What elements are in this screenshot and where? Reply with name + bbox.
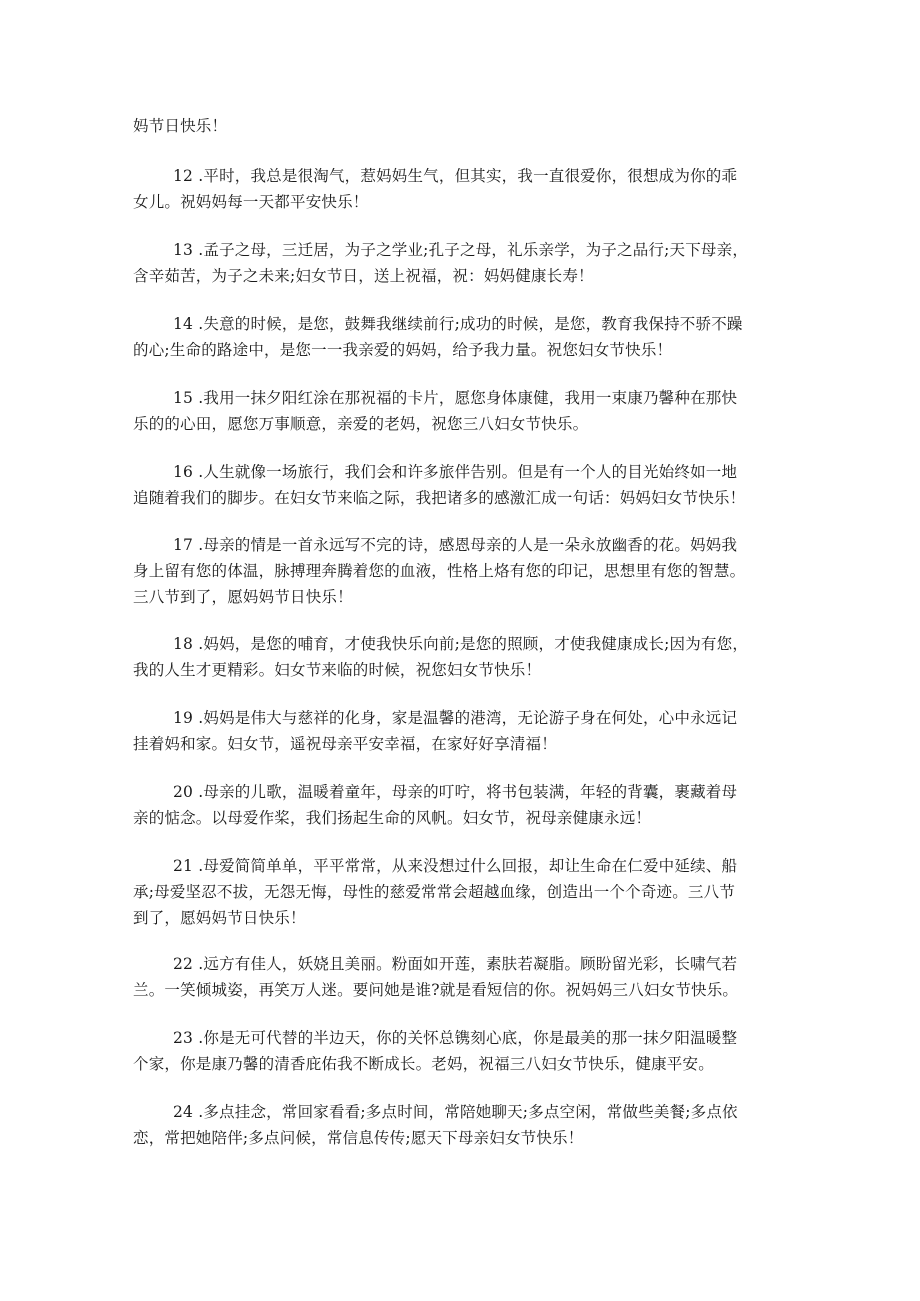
paragraph-19 <box>133 705 793 757</box>
paragraph-12 <box>133 163 793 215</box>
paragraph-line: 恋，常把她陪伴;多点问候，常信息传传;愿天下母亲妇女节快乐！ <box>133 1129 584 1147</box>
paragraph-line: 14 .失意的时候，是您，鼓舞我继续前行;成功的时候，是您，教育我保持不骄不躁 <box>173 315 743 333</box>
paragraph-line: 我的人生才更精彩。妇女节来临的时候，祝您妇女节快乐！ <box>133 661 542 679</box>
paragraph-24 <box>133 1099 793 1151</box>
paragraph-13 <box>133 237 793 289</box>
paragraph-line: 19 .妈妈是伟大与慈祥的化身，家是温馨的港湾，无论游子身在何处，心中永远记 <box>173 709 738 727</box>
paragraph-22 <box>133 951 793 1003</box>
paragraph-line: 15 .我用一抹夕阳红涂在那祝福的卡片，愿您身体康健，我用一束康乃馨种在那快 <box>173 389 738 407</box>
paragraph-15 <box>133 385 793 437</box>
paragraph-line: 21 .母爱简简单单，平平常常，从来没想过什么回报，却让生命在仁爱中延续、船 <box>173 857 738 875</box>
paragraph-line: 身上留有您的体温，脉搏理奔腾着您的血液，性格上烙有您的印记，思想里有您的智慧。 <box>133 562 746 580</box>
paragraph-line: 妈节日快乐！ <box>133 117 228 135</box>
paragraph-line: 个家，你是康乃馨的清香庇佑我不断成长。老妈，祝福三八妇女节快乐，健康平安。 <box>133 1055 714 1073</box>
paragraph-line: 16 .人生就像一场旅行，我们会和许多旅伴告别。但是有一个人的目光始终如一地 <box>173 463 738 481</box>
paragraph-line: 亲的惦念。以母爱作桨，我们扬起生命的风帆。妇女节，祝母亲健康永远！ <box>133 809 652 827</box>
paragraph-line: 追随着我们的脚步。在妇女节来临之际，我把诸多的感激汇成一句话：妈妈妇女节快乐！ <box>133 489 746 507</box>
paragraph-line: 乐的的心田，愿您万事顺意，亲爱的老妈，祝您三八妇女节快乐。 <box>133 415 589 433</box>
paragraph-line: 22 .远方有佳人，妖娆且美丽。粉面如开莲，素肤若凝脂。顾盼留光彩，长啸气若 <box>173 955 738 973</box>
paragraph-line: 女儿。祝妈妈每一天都平安快乐！ <box>133 193 369 211</box>
paragraph-line: 13 .孟子之母，三迁居，为子之学业;孔子之母，礼乐亲学，为子之品行;天下母亲， <box>173 241 749 259</box>
paragraph-line: 挂着妈和家。妇女节，遥祝母亲平安幸福，在家好好享清福！ <box>133 735 557 753</box>
paragraph-line: 到了，愿妈妈节日快乐！ <box>133 909 306 927</box>
paragraph-line: 17 .母亲的情是一首永远写不完的诗，感恩母亲的人是一朵永放幽香的花。妈妈我 <box>173 536 738 554</box>
paragraph-continuation <box>133 113 793 139</box>
paragraph-line: 12 .平时，我总是很淘气，惹妈妈生气，但其实，我一直很爱你，很想成为你的乖 <box>173 167 738 185</box>
paragraph-line: 三八节到了，愿妈妈节日快乐！ <box>133 588 353 606</box>
paragraph-20 <box>133 779 793 831</box>
paragraph-14 <box>133 311 793 363</box>
paragraph-line: 23 .你是无可代替的半边天，你的关怀总镌刻心底，你是最美的那一抹夕阳温暖整 <box>173 1029 738 1047</box>
paragraph-18 <box>133 631 793 683</box>
paragraph-16 <box>133 459 793 511</box>
paragraph-line: 的心;生命的路途中，是您一一我亲爱的妈妈，给予我力量。祝您妇女节快乐！ <box>133 341 673 359</box>
paragraph-17 <box>133 532 793 610</box>
paragraph-21 <box>133 853 793 931</box>
paragraph-line: 兰。一笑倾城姿，再笑万人迷。要问她是谁?就是看短信的你。祝妈妈三八妇女节快乐。 <box>133 981 739 999</box>
paragraph-line: 24 .多点挂念，常回家看看;多点时间，常陪她聊天;多点空闲，常做些美餐;多点依 <box>173 1103 738 1121</box>
paragraph-line: 承;母爱坚忍不拔，无怨无悔，母性的慈爱常常会超越血缘，创造出一个个奇迹。三八节 <box>133 883 736 901</box>
paragraph-23 <box>133 1025 793 1077</box>
paragraph-line: 含辛茹苦，为子之未来;妇女节日，送上祝福，祝：妈妈健康长寿！ <box>133 267 594 285</box>
paragraph-line: 20 .母亲的儿歌，温暖着童年，母亲的叮咛，将书包装满，年轻的背囊，裹藏着母 <box>173 783 738 801</box>
paragraph-line: 18 .妈妈，是您的哺育，才使我快乐向前;是您的照顾，才使我健康成长;因为有您， <box>173 635 749 653</box>
